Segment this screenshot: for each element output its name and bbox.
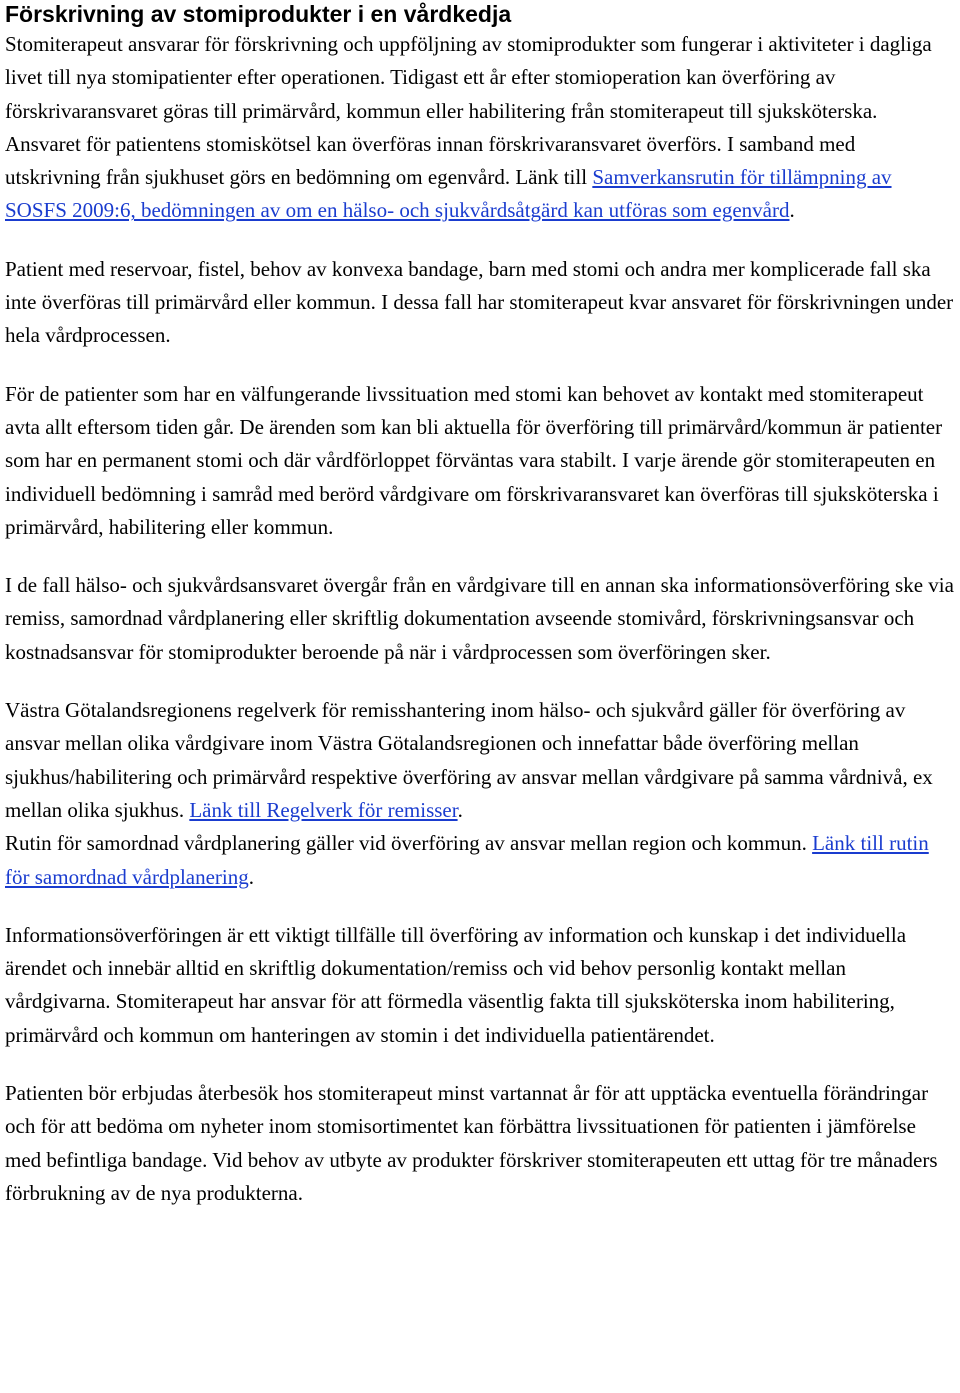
paragraph-punctuation: . <box>457 797 463 822</box>
link-regelverk-remisser[interactable]: Länk till Regelverk för remisser <box>189 797 458 822</box>
paragraph-follow-up-visits: Patienten bör erbjudas återbesök hos stomiterapeut minst vartannat år för att upptäcka eventuella förändringar och för att bedöma om nyheter inom stomisortimentet kan förbättra livssituationen för patienten i jämförelse med befintliga bandage. Vid behov av utbyte av produkter förskriver stomiterapeuten ett uttag för tre månaders förbrukning av de nya produkterna. <box>5 1081 938 1205</box>
paragraph-information-transfer: I de fall hälso- och sjukvårdsansvaret övergår från en vårdgivare till en annan ska informationsöverföring ske via remiss, samordnad vårdplanering eller skriftlig dokumentation avseende stomivård, förskrivningsansvar och kostnadsansvar för stomiprodukter beroende på när i vårdprocessen som överföringen sker. <box>5 573 954 664</box>
paragraph-complicated-cases: Patient med reservoar, fistel, behov av konvexa bandage, barn med stomi och andra mer komplicerade fall ska inte överföras till primärvård eller kommun. I dessa fall har stomiterapeut kvar ansvaret för förskrivningen under hela vårdprocessen. <box>5 256 954 348</box>
paragraph-prescription-responsibility <box>5 28 954 228</box>
paragraph-referral-rules <box>5 694 954 827</box>
link-samordnad-vardplanering[interactable]: Länk till rutin för samordnad vårdplanering <box>5 831 929 889</box>
paragraph-care-planning <box>5 827 954 894</box>
paragraph-text: Stomiterapeut ansvarar för förskrivning och uppföljning av stomiprodukter som fungerar i aktiviteter i dagliga livet till nya stomipatienter efter operationen. Tidigast ett år efter stomioperation kan överföring av förskrivaransvaret göras till primärvård, kommun eller habilitering från stomiterapeut till sjuksköterska. Ansvaret för patientens stomiskötsel kan överföras innan förskrivaransvaret överförs. I samband med utskrivning från sjukhuset görs en bedömning om egenvård. Länk till <box>5 32 932 190</box>
paragraph-punctuation: . <box>789 198 795 223</box>
page-title: Förskrivning av stomiprodukter i en vårdkedja <box>5 1 512 27</box>
paragraph-text: Rutin för samordnad vårdplanering gäller vid överföring av ansvar mellan region och kommun. <box>5 831 813 856</box>
paragraph-transfer-criteria: För de patienter som har en välfungerande livssituation med stomi kan behovet av kontakt med stomiterapeut avta allt eftersom tiden går. De ärenden som kan bli aktuella för överföring till primärvård/kommun är patienter som har en permanent stomi och där vårdförloppet förväntas vara stabilt. I varje ärende gör stomiterapeuten en individuell bedömning i samråd med berörd vårdgivare om förskrivaransvaret kan överföras till sjuksköterska i primärvård, habilitering eller kommun. <box>5 381 943 539</box>
paragraph-text: Västra Götalandsregionens regelverk för remisshantering inom hälso- och sjukvård gäller för överföring av ansvar mellan olika vårdgivare inom Västra Götalandsregionen och innefattar både överföring mellan sjukhus/habilitering och primärvård respektive överföring av ansvar mellan vårdgivare på samma vårdnivå, ex mellan olika sjukhus. <box>5 698 933 822</box>
paragraph-punctuation: . <box>248 864 254 889</box>
link-samverkansrutin-egenvard[interactable]: Samverkansrutin för tillämpning av SOSFS 2009:6, bedömningen av om en hälso- och sjukvårdsåtgärd kan utföras som egenvård <box>5 165 892 223</box>
paragraph-information-handover: Informationsöverföringen är ett viktigt tillfälle till överföring av information och kunskap i det individuella ärendet och innebär alltid en skriftlig dokumentation/remiss och vid behov personlig kontakt mellan vårdgivarna. Stomiterapeut har ansvar för att förmedla väsentlig fakta till sjuksköterska inom habilitering, primärvård och kommun om hanteringen av stomin i det individuella patientärendet. <box>5 922 907 1047</box>
